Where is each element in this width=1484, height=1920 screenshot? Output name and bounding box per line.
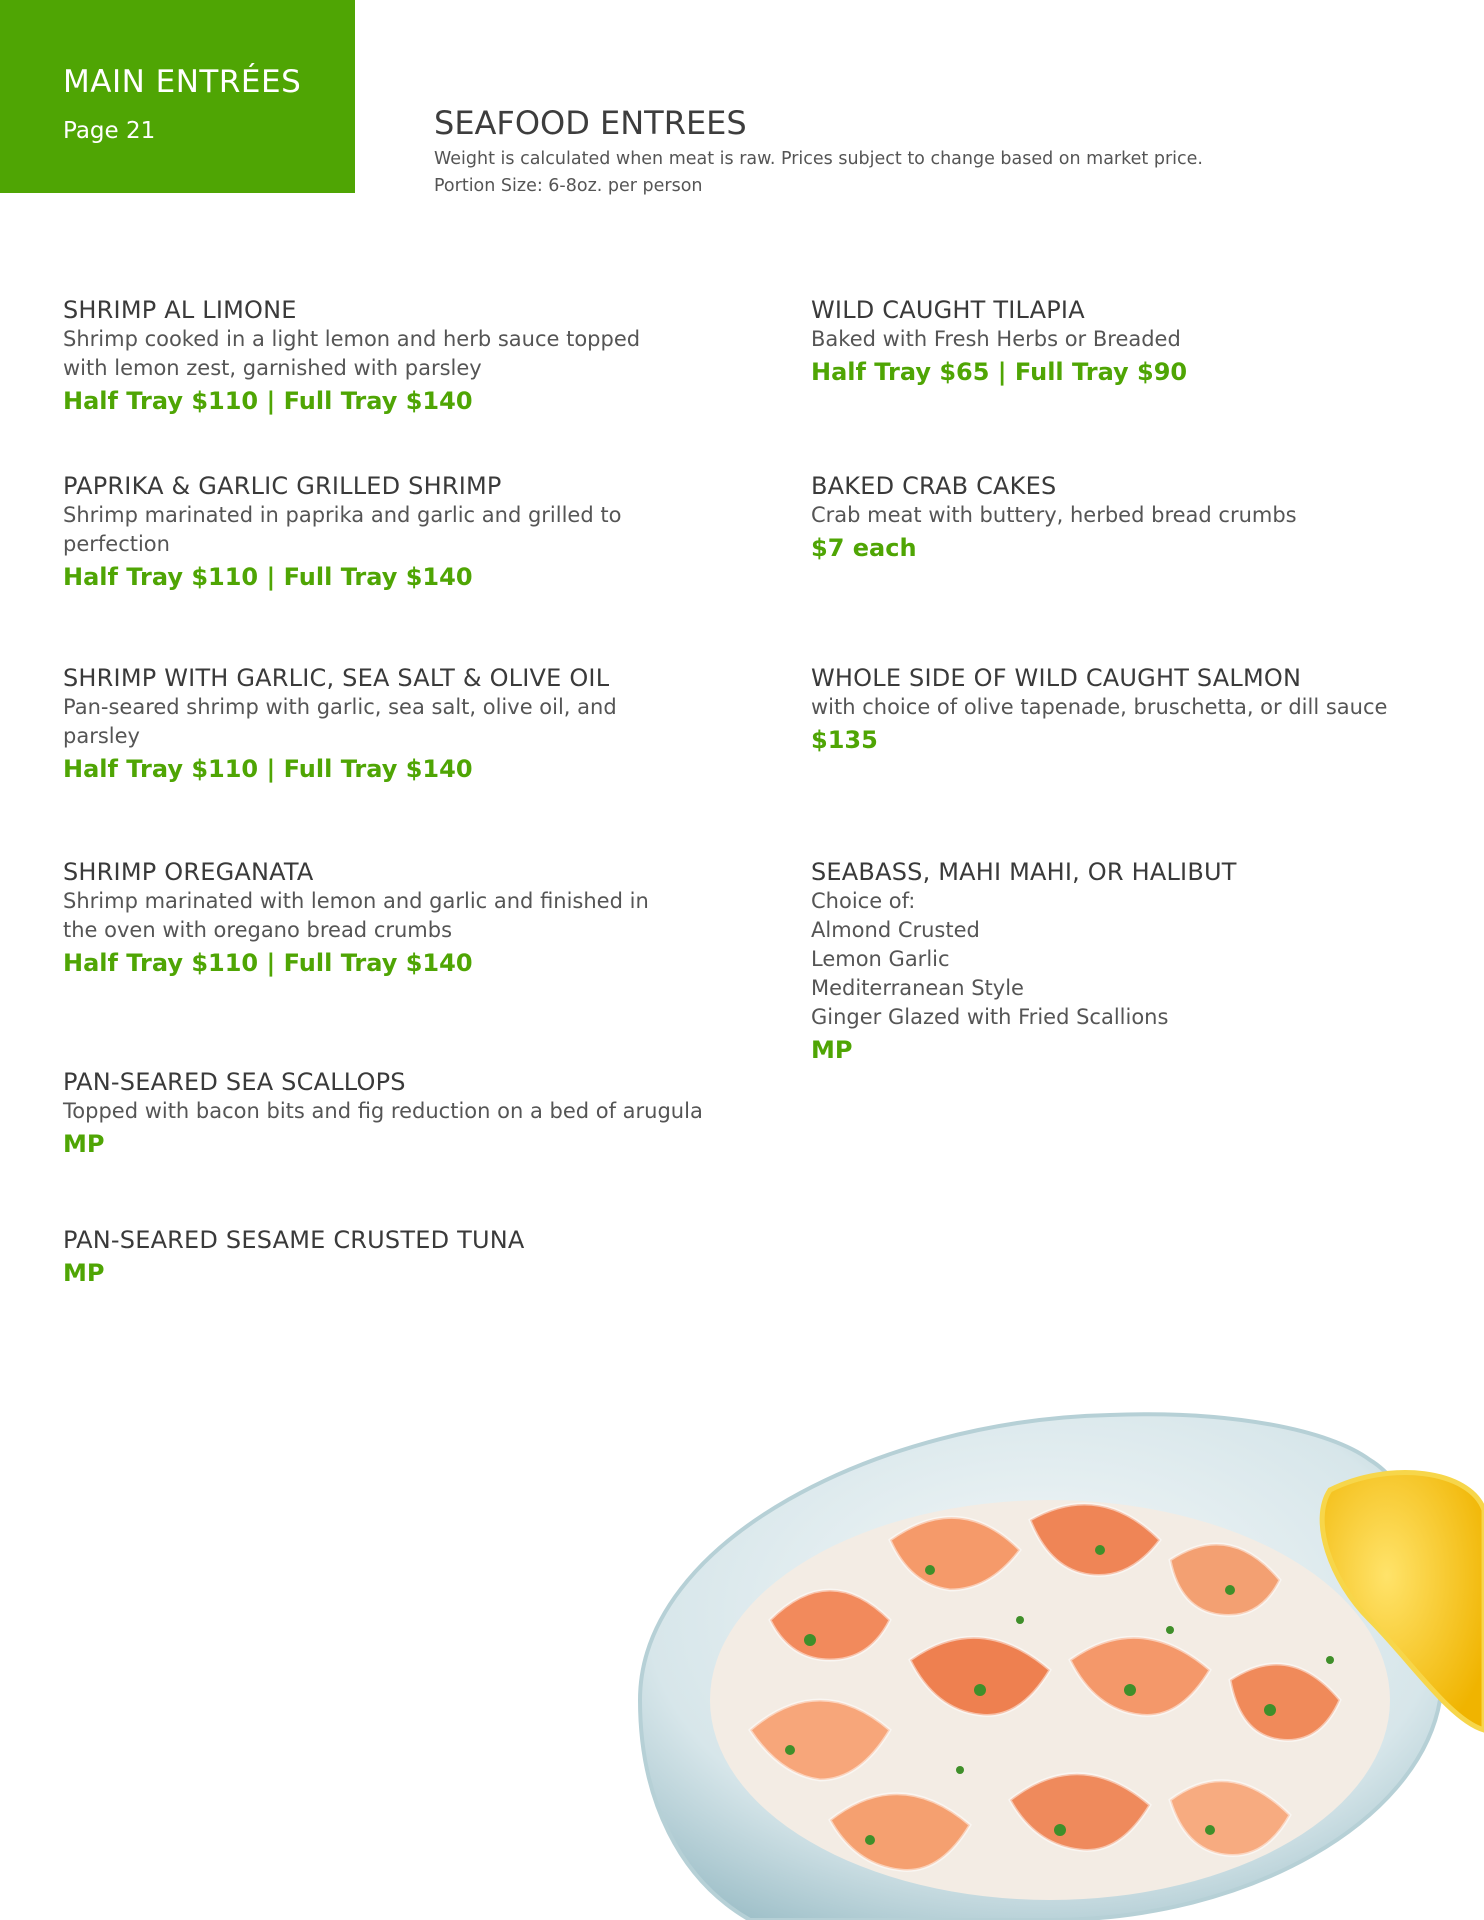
item-name: WILD CAUGHT TILAPIA bbox=[811, 296, 1085, 324]
item-desc: Almond Crusted bbox=[811, 918, 980, 942]
menu-item-sea-scallops bbox=[63, 1067, 753, 1159]
menu-item-shrimp-al-limone bbox=[63, 295, 753, 416]
section-banner bbox=[0, 0, 355, 193]
item-price: Half Tray $110 | Full Tray $140 bbox=[63, 563, 473, 591]
portion-note: Portion Size: 6-8oz. per person bbox=[434, 176, 703, 196]
item-price: Half Tray $110 | Full Tray $140 bbox=[63, 755, 473, 783]
item-desc: Shrimp marinated in paprika and garlic and grilled to bbox=[63, 503, 622, 527]
item-desc: perfection bbox=[63, 532, 170, 556]
item-desc: Topped with bacon bits and fig reduction on a bed of arugula bbox=[63, 1099, 703, 1123]
item-desc: with choice of olive tapenade, bruschetta, or dill sauce bbox=[811, 695, 1388, 719]
item-name: SEABASS, MAHI MAHI, OR HALIBUT bbox=[811, 858, 1237, 886]
item-price: MP bbox=[63, 1259, 105, 1287]
menu-item-tilapia bbox=[811, 295, 1471, 387]
item-price: Half Tray $110 | Full Tray $140 bbox=[63, 387, 473, 415]
item-price: MP bbox=[811, 1036, 853, 1064]
page-header bbox=[434, 104, 1203, 200]
item-desc: Shrimp marinated with lemon and garlic and finished in bbox=[63, 889, 649, 913]
menu-item-shrimp-garlic-sea-salt bbox=[63, 663, 753, 784]
item-desc: Ginger Glazed with Fried Scallions bbox=[811, 1005, 1169, 1029]
item-name: PAN-SEARED SEA SCALLOPS bbox=[63, 1068, 406, 1096]
page-number: Page 21 bbox=[63, 118, 156, 144]
item-desc: Baked with Fresh Herbs or Breaded bbox=[811, 327, 1181, 351]
item-desc: Mediterranean Style bbox=[811, 976, 1024, 1000]
item-name: SHRIMP AL LIMONE bbox=[63, 296, 297, 324]
item-desc: the oven with oregano bread crumbs bbox=[63, 918, 453, 942]
menu-item-salmon bbox=[811, 663, 1471, 755]
item-desc: Lemon Garlic bbox=[811, 947, 950, 971]
menu-item-paprika-garlic-shrimp bbox=[63, 471, 753, 592]
item-price: Half Tray $65 | Full Tray $90 bbox=[811, 358, 1188, 386]
item-price: $135 bbox=[811, 726, 878, 754]
item-name: SHRIMP WITH GARLIC, SEA SALT & OLIVE OIL bbox=[63, 664, 610, 692]
item-name: SHRIMP OREGANATA bbox=[63, 858, 314, 886]
menu-item-shrimp-oreganata bbox=[63, 857, 753, 978]
header-note: Weight is calculated when meat is raw. Prices subject to change based on market price. bbox=[434, 149, 1203, 169]
menu-item-sesame-tuna bbox=[63, 1225, 753, 1288]
shrimp-bowl-photo bbox=[630, 1400, 1484, 1920]
item-name: PAPRIKA & GARLIC GRILLED SHRIMP bbox=[63, 472, 502, 500]
menu-item-crab-cakes bbox=[811, 471, 1471, 563]
item-desc: parsley bbox=[63, 724, 140, 748]
item-desc: Pan-seared shrimp with garlic, sea salt, olive oil, and bbox=[63, 695, 617, 719]
item-name: BAKED CRAB CAKES bbox=[811, 472, 1057, 500]
item-price: $7 each bbox=[811, 534, 917, 562]
item-desc: Shrimp cooked in a light lemon and herb sauce topped bbox=[63, 327, 641, 351]
item-name: WHOLE SIDE OF WILD CAUGHT SALMON bbox=[811, 664, 1302, 692]
item-desc: with lemon zest, garnished with parsley bbox=[63, 356, 482, 380]
page-title: SEAFOOD ENTREES bbox=[434, 104, 747, 142]
menu-item-seabass-mahi-halibut bbox=[811, 857, 1471, 1065]
item-price: Half Tray $110 | Full Tray $140 bbox=[63, 949, 473, 977]
item-desc: Crab meat with buttery, herbed bread crumbs bbox=[811, 503, 1297, 527]
item-name: PAN-SEARED SESAME CRUSTED TUNA bbox=[63, 1226, 525, 1254]
section-title: MAIN ENTRÉES bbox=[63, 64, 302, 100]
item-desc: Choice of: bbox=[811, 889, 916, 913]
item-price: MP bbox=[63, 1130, 105, 1158]
